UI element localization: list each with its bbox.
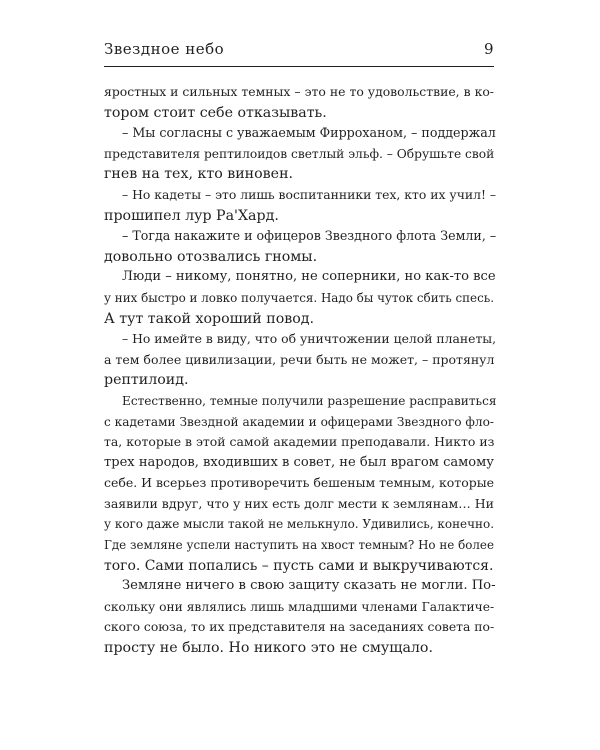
text-line: с кадетами Звездной академии и офицерами Звездного фло-	[104, 414, 494, 429]
text-line: тором стоит себе отказывать.	[104, 104, 327, 121]
text-line: у них быстро и ловко получается. Надо бы чуток сбить спесь.	[104, 290, 494, 305]
text-line: – Мы согласны с уважаемым Фирроханом, – поддержал	[122, 125, 496, 141]
body-text	[104, 82, 497, 659]
text-line: гнев на тех, кто виновен.	[104, 166, 294, 183]
text-line: – Тогда накажите и офицеров Звездного флота Земли, –	[122, 228, 497, 244]
text-line: скольку они являлись лишь младшими членами Галактиче-	[104, 599, 495, 614]
text-line: просту не было. Но никого это не смущало.	[104, 640, 433, 657]
running-title: Звездное небо	[104, 40, 225, 58]
text-line: довольно отозвались гномы.	[104, 248, 318, 265]
text-line: заявили вдруг, что у них есть долг мести к землянам… Ни	[104, 495, 494, 511]
text-line: Естественно, темные получили разрешение расправиться	[122, 393, 497, 408]
text-line: – Но имейте в виду, что об уничтожении целой планеты,	[122, 332, 497, 347]
text-line: а тем более цивилизации, речи быть не может, – протянул	[104, 351, 495, 367]
text-line: представителя рептилоидов светлый эльф. – Обрушьте свой	[104, 146, 495, 161]
text-line: Люди – никому, понятно, не соперники, но как-то все	[122, 269, 496, 285]
text-line: – Но кадеты – это лишь воспитанники тех, кто их учил! –	[122, 187, 497, 202]
running-head	[104, 40, 494, 62]
page-number: 9	[483, 40, 494, 58]
text-line: того. Сами попались – пусть сами и выкручиваются.	[104, 557, 494, 574]
text-line: Где земляне успели наступить на хвост темным? Но не более	[104, 538, 494, 553]
text-line: рептилоид.	[104, 372, 189, 389]
header-rule	[104, 66, 494, 67]
text-line: А тут такой хороший повод.	[104, 310, 315, 327]
text-line: у кого даже мысли такой не мелькнуло. Удивились, конечно.	[104, 517, 494, 532]
text-line: Земляне ничего в свою защиту сказать не могли. По-	[122, 578, 496, 594]
text-line: ского союза, то их представителя на заседаниях совета по-	[104, 620, 495, 635]
text-line: яростных и сильных темных – это не то удовольствие, в ко-	[104, 84, 494, 99]
text-line: прошипел лур Ра'Хард.	[104, 207, 279, 224]
text-line: себе. И всерьез противоречить бешеным темным, которые	[104, 475, 494, 491]
text-line: трех народов, входивших в совет, не был врагом самому	[104, 454, 494, 470]
text-line: та, которые в этой самой академии преподавали. Никто из	[104, 434, 495, 450]
